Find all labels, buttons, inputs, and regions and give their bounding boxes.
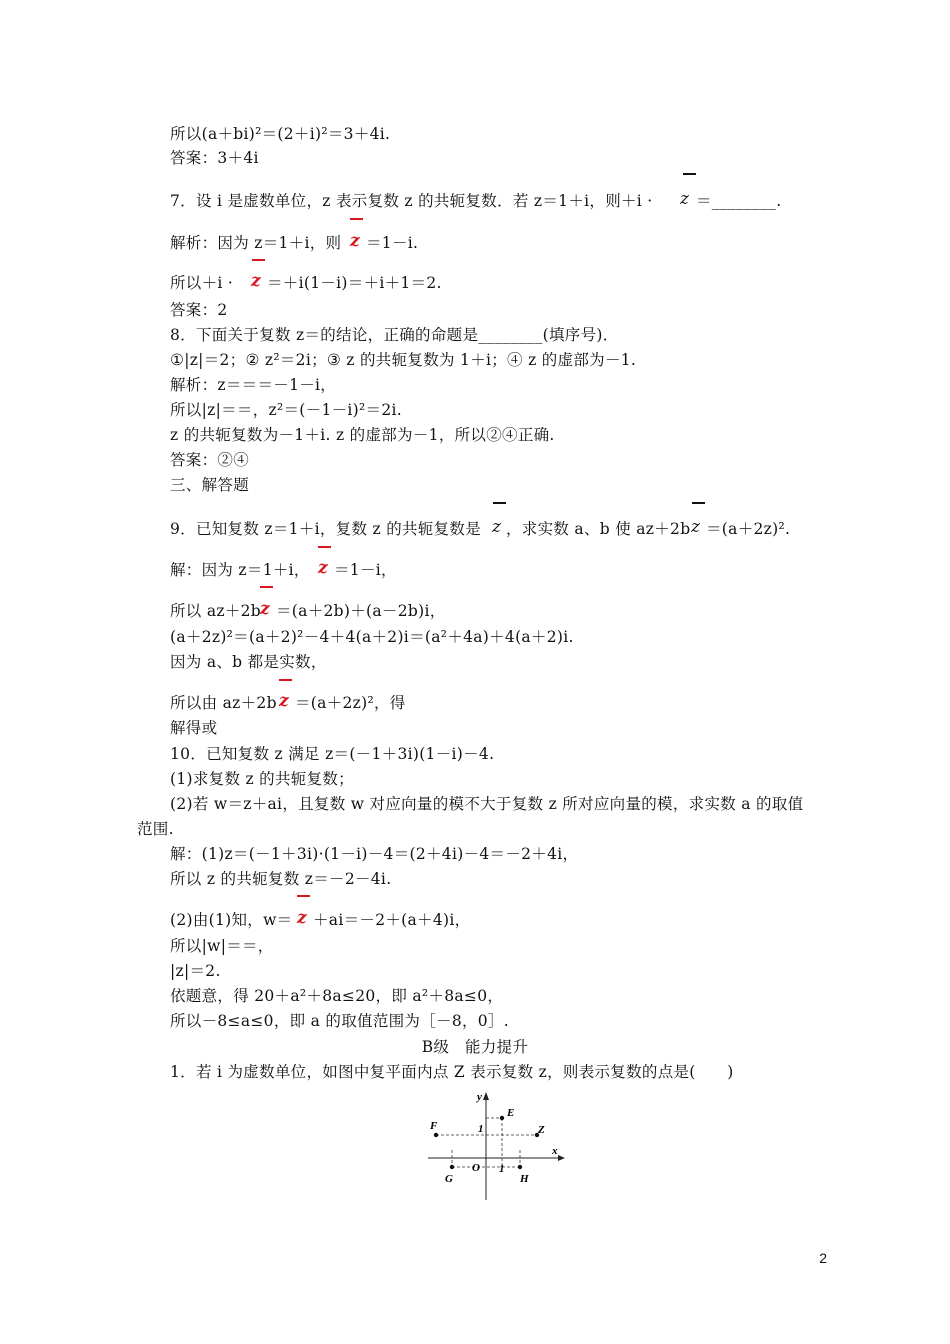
conjugate-bar xyxy=(260,586,273,588)
text-line: (1)求复数 z 的共轭复数； xyxy=(170,770,354,788)
text-line: |z|＝2. xyxy=(170,962,221,980)
tick-label-x: 1 xyxy=(499,1163,505,1175)
text-line: 范围. xyxy=(137,820,174,838)
point-h xyxy=(518,1165,522,1169)
point-g xyxy=(450,1165,454,1169)
text-line: ＝(a＋2z)². xyxy=(706,520,791,538)
x-axis-label: x xyxy=(552,1145,558,1157)
conjugate-bar xyxy=(350,218,363,220)
complex-plane-figure xyxy=(420,1088,565,1203)
origin-label: O xyxy=(472,1162,480,1174)
question-9: 9．已知复数 z＝1＋i，复数 z 的共轭复数是 xyxy=(170,520,481,538)
question-7-blank: ＝________. xyxy=(696,192,782,210)
point-label-h: H xyxy=(520,1173,529,1185)
text-line: 所以(a＋bi)²＝(2＋i)²＝3＋4i. xyxy=(170,125,391,143)
analysis-line: 解析：因为 z＝1＋i，则 xyxy=(170,234,342,252)
text-line: 解得或 xyxy=(170,719,218,737)
solution-line: 解：因为 z＝1＋i， xyxy=(170,561,310,579)
text-line: ＝1－i， xyxy=(334,561,397,579)
text-line: z 的共轭复数为－1＋i. z 的虚部为－1，所以②④正确. xyxy=(170,426,555,444)
tick-label-y: 1 xyxy=(478,1123,484,1135)
conjugate-z: z xyxy=(350,231,360,251)
text-line: 所以－8≤a≤0，即 a 的取值范围为［－8，0］. xyxy=(170,1012,509,1030)
text-line: 因为 a、b 都是实数， xyxy=(170,653,327,671)
text-line: (a＋2z)²＝(a＋2)²－4＋4(a＋2)i＝(a²＋4a)＋4(a＋2)i. xyxy=(170,628,574,646)
point-label-e: E xyxy=(507,1107,515,1119)
text-line: (2)若 w＝z＋ai，且复数 w 对应向量的模不大于复数 z 所对应向量的模，求实数 a 的取值 xyxy=(170,795,804,813)
answer-line: 答案：3＋4i xyxy=(170,149,259,167)
text-line: 所以|w|＝＝， xyxy=(170,937,274,955)
solution-line: 解：(1)z＝(－1＋3i)·(1－i)－4＝(2＋4i)－4＝－2＋4i， xyxy=(170,845,579,863)
conjugate-z: z xyxy=(691,517,700,537)
conjugate-z: z xyxy=(260,599,270,619)
conjugate-z: z xyxy=(492,517,501,537)
conjugate-bar xyxy=(252,259,265,261)
section-heading: 三、解答题 xyxy=(170,476,250,494)
point-e xyxy=(500,1116,504,1120)
text-line: 所以 az＋2b xyxy=(170,602,262,620)
conjugate-bar xyxy=(297,895,310,897)
text-line: (2)由(1)知，w＝ xyxy=(170,911,293,929)
text-line: 所以|z|＝＝，z²＝(－1－i)²＝2i. xyxy=(170,401,402,419)
options-line: ①|z|＝2；② z²＝2i；③ z 的共轭复数为 1＋i；④ z 的虚部为－1. xyxy=(170,351,637,369)
conjugate-bar xyxy=(692,502,705,504)
section-heading: B级 能力提升 xyxy=(421,1038,529,1056)
x-arrow xyxy=(558,1155,565,1161)
text-line: ＋ai＝－2＋(a＋4)i， xyxy=(313,911,471,929)
text-line: 依题意，得 20＋a²＋8a≤20，即 a²＋8a≤0， xyxy=(170,987,504,1005)
text-line: ，求实数 a、b 使 az＋2b xyxy=(506,520,691,538)
point-f xyxy=(434,1133,438,1137)
answer-line: 答案：②④ xyxy=(170,451,250,469)
point-label-g: G xyxy=(445,1173,453,1185)
text-line: ＝(a＋2z)²，得 xyxy=(295,694,406,712)
point-label-f: F xyxy=(430,1120,438,1132)
y-axis-label: y xyxy=(477,1091,482,1103)
text-line: 所以 z 的共轭复数 z＝－2－4i. xyxy=(170,870,392,888)
page-number: 2 xyxy=(819,1250,827,1266)
conjugate-bar xyxy=(318,546,331,548)
conjugate-z: z xyxy=(297,908,307,928)
question-b1: 1．若 i 为虚数单位，如图中复平面内点 Z 表示复数 z，则表示复数的点是( ) xyxy=(170,1063,734,1081)
y-arrow xyxy=(483,1092,489,1100)
point-label-z: Z xyxy=(538,1124,545,1136)
answer-line: 答案：2 xyxy=(170,301,228,319)
conjugate-z: z xyxy=(251,271,261,291)
text-line: ＝(a＋2b)＋(a－2b)i， xyxy=(276,602,446,620)
conjugate-z: z xyxy=(279,691,289,711)
text-line: ＝1－i. xyxy=(366,234,419,252)
conjugate-bar xyxy=(493,502,506,504)
conjugate-z: z xyxy=(680,189,689,209)
analysis-line: 解析：z＝＝＝－1－i， xyxy=(170,376,337,394)
conjugate-bar xyxy=(279,679,292,681)
text-line: ＝＋i(1－i)＝＋i＋1＝2. xyxy=(267,274,442,292)
question-10: 10．已知复数 z 满足 z＝(－1＋3i)(1－i)－4. xyxy=(170,745,495,763)
text-line: 所以＋i · xyxy=(170,274,234,292)
conjugate-bar xyxy=(683,173,696,175)
question-7: 7．设 i 是虚数单位，z 表示复数 z 的共轭复数．若 z＝1＋i，则＋i · xyxy=(170,192,653,210)
conjugate-z: z xyxy=(318,558,328,578)
question-8: 8．下面关于复数 z＝的结论，正确的命题是________(填序号)． xyxy=(170,326,619,344)
text-line: 所以由 az＋2b xyxy=(170,694,277,712)
